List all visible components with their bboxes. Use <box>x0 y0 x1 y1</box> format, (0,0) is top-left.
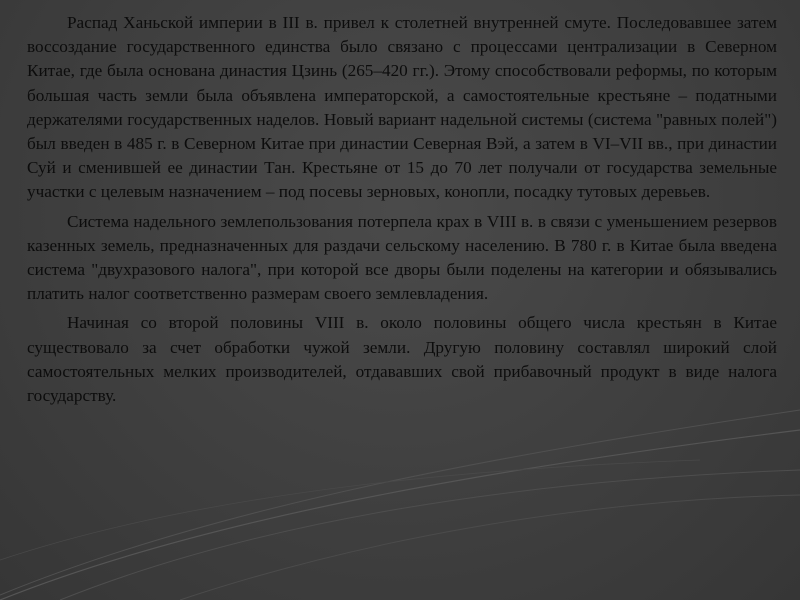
decor-curve-2 <box>0 410 800 595</box>
paragraph-2: Система надельного землепользования потерпела крах в VIII в. в связи с уменьшением резервов казенных земель, предназначенных для раздачи сельскому населению. В 780 г. в Китае была введена система "двухразового налога", при которой все дворы были поделены на категории и обязывались платить налог соответственно размерам своего землевладения. <box>27 211 777 304</box>
paragraph-1: Распад Ханьской империи в III в. привел к столетней внутренней смуте. Последовавшее затем воссоздание государственного единства было связано с процессами централизации в Северном Китае, где была основана династия Цзинь (265–420 гг.). Этому способствовали реформы, по которым большая часть земли была объявлена императорской, а самостоятельные крестьяне – податными держателями государственных наделов. Новый вариант надельной системы (система "равных полей") был введен в 485 г. в Северном Китае при династии Северная Вэй, а затем в VI–VII вв., при династии Суй и сменившей ее династии Тан. Крестьяне от 15 до 70 лет получали от государства земельные участки с целевым назначением – под посевы зерновых, конопли, посадку тутовых деревьев. <box>27 13 777 202</box>
decor-curve-5 <box>0 460 700 560</box>
document-text <box>27 11 777 413</box>
decor-curve-1 <box>0 430 800 600</box>
decor-curve-4 <box>180 495 800 600</box>
paragraph-3: Начиная со второй половины VIII в. около половины общего числа крестьян в Китае существовало за счет обработки чужой земли. Другую половину составлял широкий слой самостоятельных мелких производителей, отдававших свой прибавочный продукт в виде налога государству. <box>27 313 777 406</box>
